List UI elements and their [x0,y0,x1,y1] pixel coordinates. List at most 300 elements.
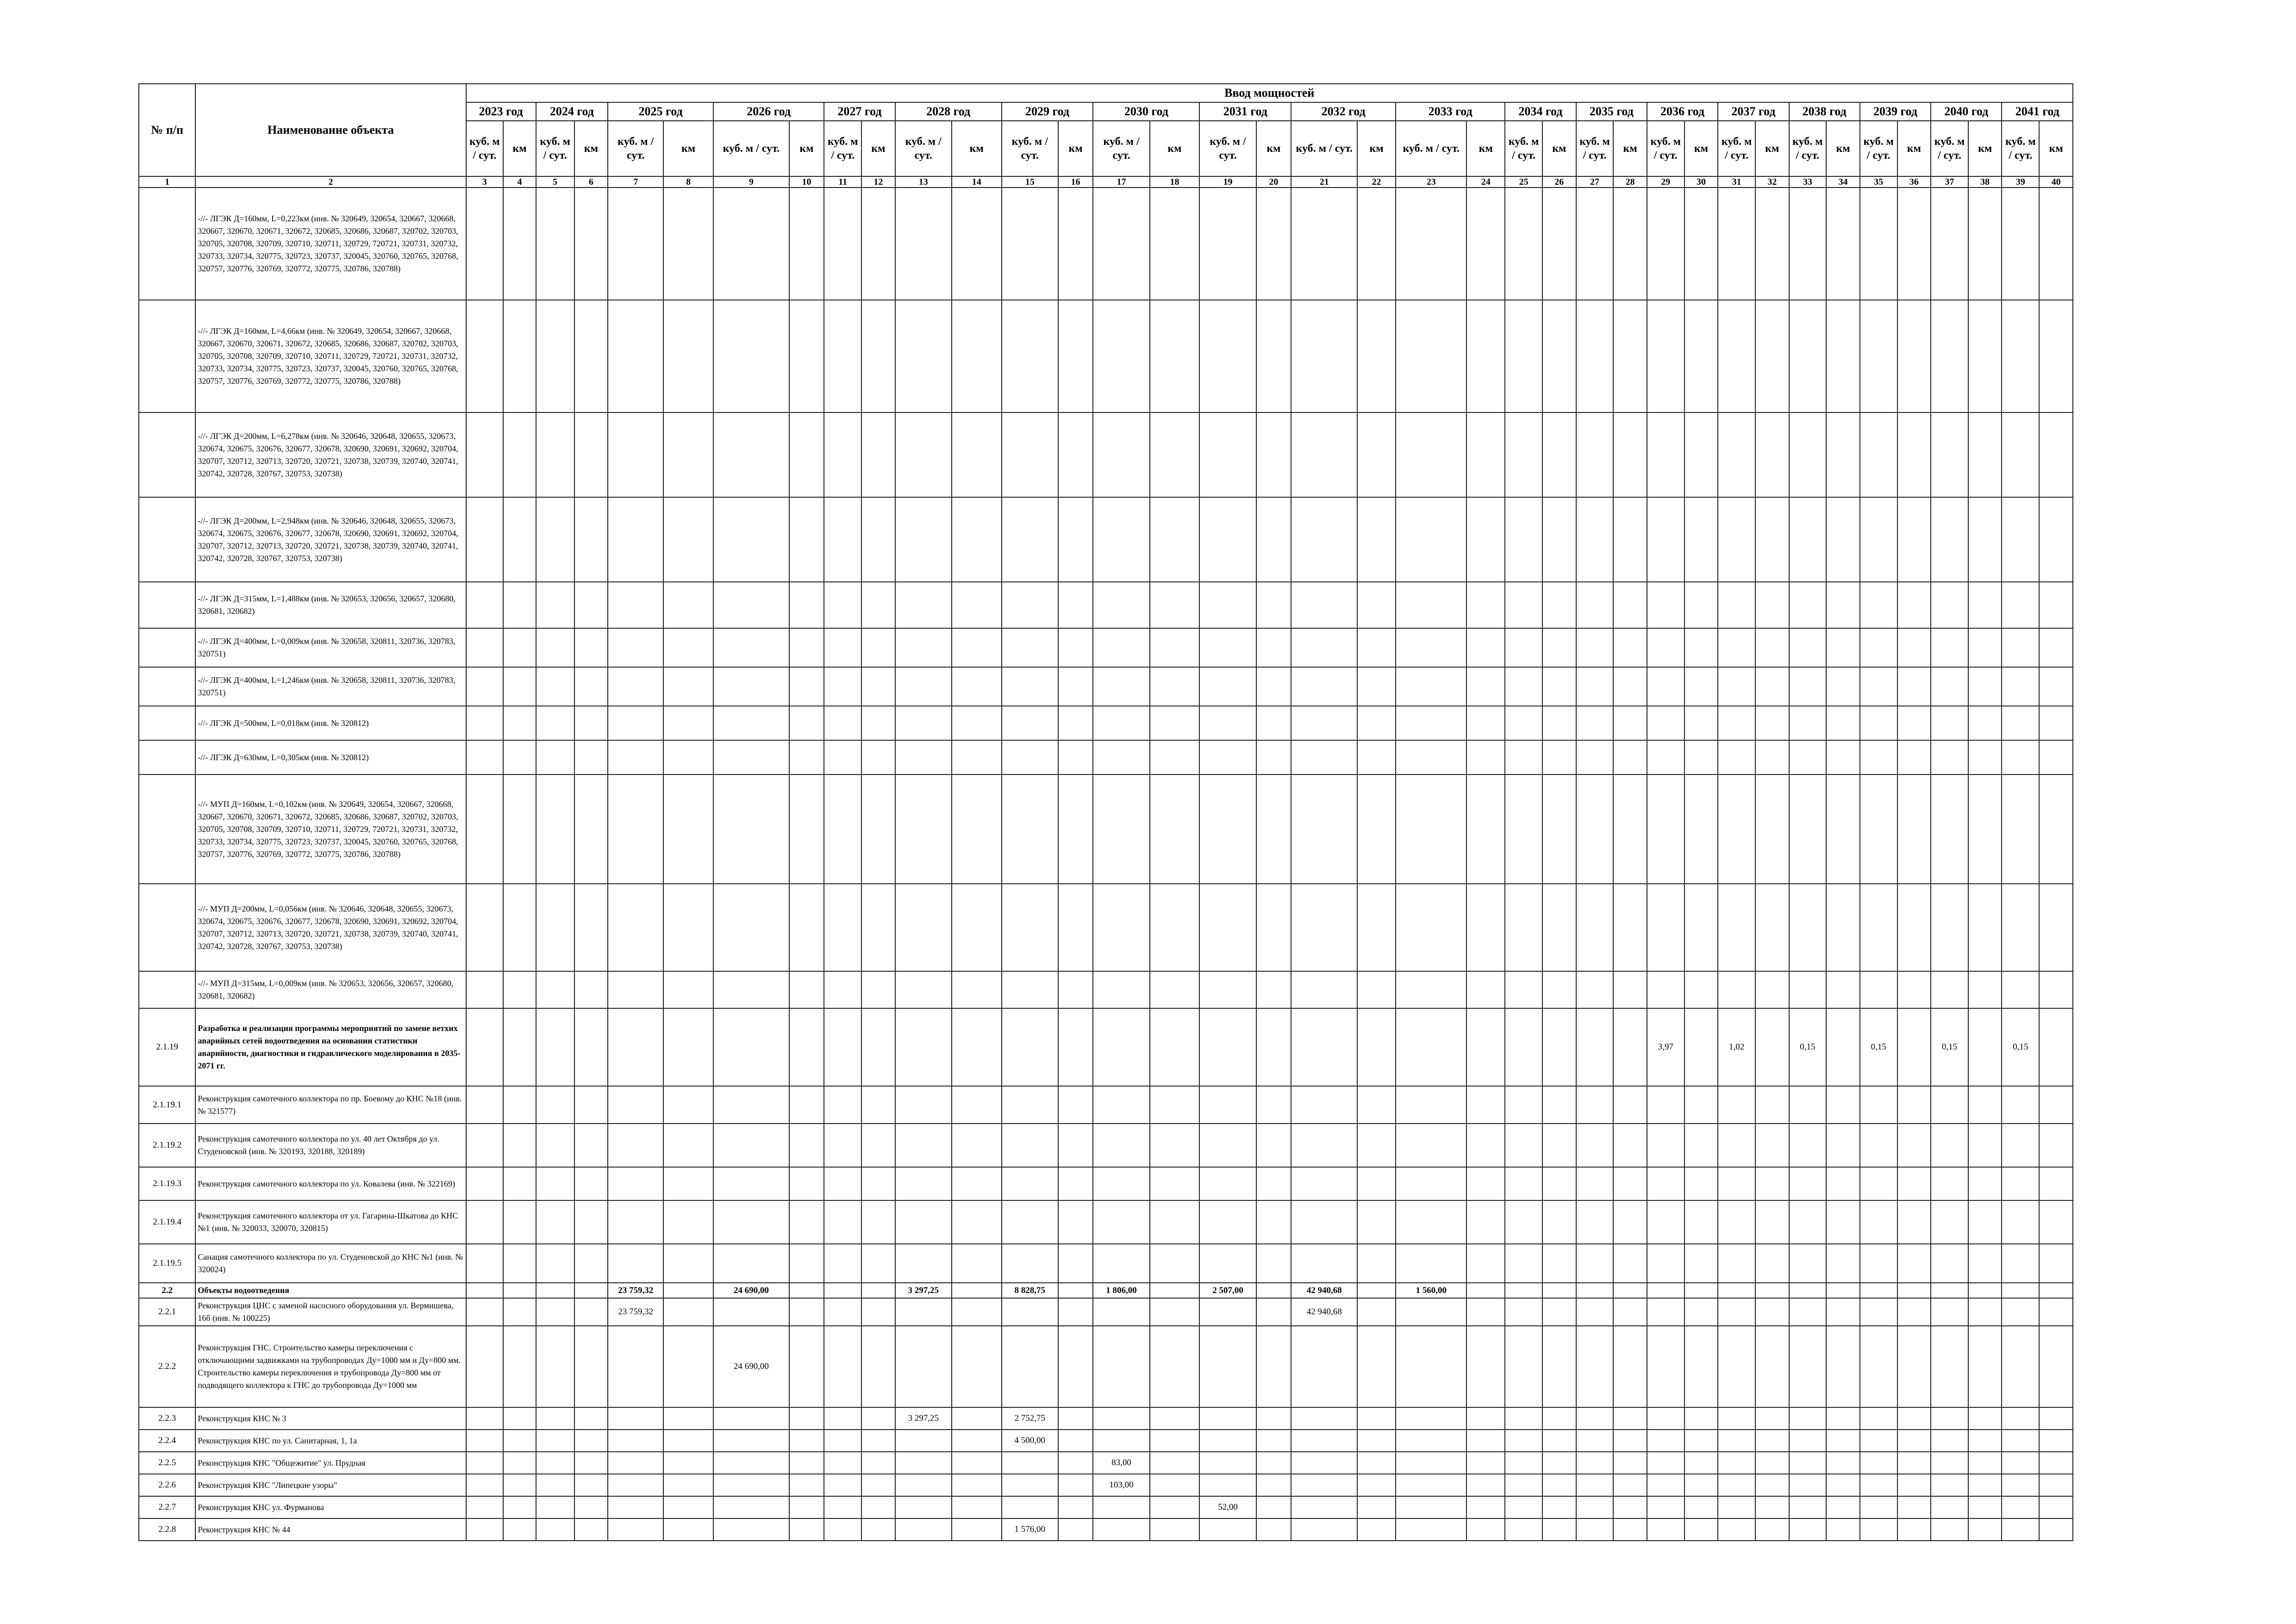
km-cell [1357,1086,1396,1124]
km-cell [861,300,895,412]
volume-cell [1860,1298,1897,1326]
km-cell [1150,187,1200,300]
km-cell [2039,582,2073,628]
km-cell [1466,628,1505,667]
row-number [139,884,195,971]
km-cell [503,1124,536,1167]
volume-cell [608,1008,663,1086]
volume-cell [1199,1200,1256,1244]
km-cell [663,1167,713,1200]
volume-cell [1576,1244,1614,1283]
km-cell [789,628,824,667]
unit-km-header: км [1256,121,1292,176]
km-cell [574,1407,608,1430]
volume-cell: 1 806,00 [1093,1283,1149,1298]
km-cell [663,884,713,971]
volume-cell [1505,1200,1542,1244]
km-cell [503,1474,536,1496]
km-cell [1357,187,1396,300]
volume-cell [1860,1244,1897,1283]
km-cell [1613,740,1647,775]
km-cell [574,497,608,582]
row-number: 2.1.19 [139,1008,195,1086]
volume-cell [1199,1298,1256,1326]
km-cell [861,1244,895,1283]
volume-cell [1789,706,1827,740]
km-cell [861,740,895,775]
km-cell [789,1474,824,1496]
km-cell [2039,1430,2073,1452]
volume-cell [1860,497,1897,582]
table-row [139,1298,2073,1326]
km-cell [574,1430,608,1452]
km-cell [2039,1124,2073,1167]
volume-cell [1860,1200,1897,1244]
object-name: Реконструкция самотечного коллектора от ул. Гагарина-Шкатова до КНС №1 (инв. № 320033, 320070, 320815) [195,1200,466,1244]
volume-cell [2002,582,2039,628]
object-name: -//- ЛГЭК Д=315мм, L=1,488км (инв. № 320653, 320656, 320657, 320680, 320681, 320682) [195,582,466,628]
km-cell [1357,1474,1396,1496]
volume-cell [1931,187,1968,300]
volume-cell [1199,706,1256,740]
km-cell [1058,1496,1093,1518]
volume-cell [895,1200,952,1244]
volume-cell [1396,582,1466,628]
row-number [139,775,195,884]
volume-cell [2002,706,2039,740]
volume-cell [1093,1298,1149,1326]
km-cell [503,1086,536,1124]
km-cell [2039,1200,2073,1244]
volume-cell [1718,1407,1755,1430]
volume-cell [466,1452,504,1474]
km-cell [1542,1167,1576,1200]
volume-cell [536,775,574,884]
volume-cell [1931,1430,1968,1452]
volume-cell [1291,412,1357,497]
volume-cell [895,1167,952,1200]
km-cell [1685,1496,1718,1518]
volume-cell [1199,1452,1256,1474]
volume-cell [1093,1008,1149,1086]
volume-cell [1647,1518,1685,1541]
km-cell [1357,1200,1396,1244]
volume-cell [2002,1200,2039,1244]
volume-cell [824,1518,861,1541]
volume-cell [1576,1008,1614,1086]
km-cell [1613,582,1647,628]
volume-cell [1396,740,1466,775]
column-number: 13 [895,176,952,187]
km-cell [789,1452,824,1474]
num-column-header: № п/п [139,84,195,176]
km-cell [1897,412,1931,497]
volume-cell [713,775,789,884]
volume-cell [1576,628,1614,667]
km-cell [1613,667,1647,706]
km-cell [1968,706,2002,740]
unit-volume-header: куб. м / сут. [1647,121,1685,176]
km-cell [1826,582,1860,628]
km-cell [663,1086,713,1124]
volume-cell [536,1430,574,1452]
km-cell [503,1244,536,1283]
volume-cell [608,1244,663,1283]
km-cell [1466,1200,1505,1244]
km-cell [1897,1167,1931,1200]
volume-cell [608,1167,663,1200]
km-cell [789,1518,824,1541]
km-cell [1256,740,1292,775]
volume-cell [1002,740,1058,775]
volume-cell [824,300,861,412]
volume-cell [1576,1298,1614,1326]
km-cell [1613,1298,1647,1326]
km-cell [1058,1430,1093,1452]
km-cell [1058,582,1093,628]
volume-cell: 0,15 [1931,1008,1968,1086]
table-row [139,1474,2073,1496]
year-header: 2026 год [713,102,824,121]
km-cell [1150,497,1200,582]
km-cell [574,740,608,775]
volume-cell [1718,497,1755,582]
km-cell [2039,775,2073,884]
volume-cell [1931,412,1968,497]
object-name: Реконструкция КНС по ул. Санитарная, 1, 1а [195,1430,466,1452]
km-cell [1466,187,1505,300]
volume-cell [1718,628,1755,667]
object-name: -//- ЛГЭК Д=200мм, L=2,948км (инв. № 320646, 320648, 320655, 320673, 320674, 320675, 320676, 320677, 320678, 320690, 320691, 320692, 320704, 320707, 320712, 320713, 320720, 320721, 320738, 320739, 320740, 320741, 320742, 320728, 320767, 320753, 320738) [195,497,466,582]
volume-cell [608,1452,663,1474]
km-cell [1058,1167,1093,1200]
volume-cell [1931,1518,1968,1541]
km-cell [1150,884,1200,971]
object-name: Реконструкция ЦНС с заменой насосного оборудования ул. Вермишева, 16б (инв. № 100225) [195,1298,466,1326]
volume-cell [1291,1496,1357,1518]
km-cell [2039,628,2073,667]
volume-cell [1789,1283,1827,1298]
volume-cell [824,187,861,300]
volume-cell [1093,1167,1149,1200]
km-cell [663,1474,713,1496]
km-cell [1685,667,1718,706]
volume-cell: 4 500,00 [1002,1430,1058,1452]
km-cell [1755,706,1789,740]
volume-cell [1931,628,1968,667]
column-number: 3 [466,176,504,187]
km-cell [503,1518,536,1541]
object-name: Санация самотечного коллектора по ул. Студеновской до КНС №1 (инв. № 320024) [195,1244,466,1283]
column-number: 21 [1291,176,1357,187]
table-row [139,1283,2073,1298]
capacity-group-header: Ввод мощностей [466,84,2073,102]
unit-volume-header: куб. м / сут. [1396,121,1466,176]
object-name: Разработка и реализация программы мероприятий по замене ветхих аварийных сетей водоотведения на основании статистики аварийности, диагностики и гидравлического моделирования в 2035-2071 гг. [195,1008,466,1086]
km-cell [1466,971,1505,1008]
km-cell [1613,1008,1647,1086]
km-cell [789,1124,824,1167]
volume-cell [1199,1326,1256,1407]
volume-cell [466,706,504,740]
km-cell [1826,884,1860,971]
column-number: 34 [1826,176,1860,187]
volume-cell [466,775,504,884]
volume-cell [1647,1452,1685,1474]
unit-volume-header: куб. м / сут. [1789,121,1827,176]
volume-cell [1860,1124,1897,1167]
volume-cell [466,1244,504,1283]
volume-cell [1647,1407,1685,1430]
volume-cell: 42 940,68 [1291,1298,1357,1326]
year-header: 2029 год [1002,102,1093,121]
volume-cell [1396,971,1466,1008]
km-cell [503,187,536,300]
km-cell [789,1326,824,1407]
km-cell [1897,1008,1931,1086]
volume-cell [713,412,789,497]
volume-cell [1931,1326,1968,1407]
km-cell [574,1298,608,1326]
unit-km-header: км [1826,121,1860,176]
km-cell [1685,1244,1718,1283]
km-cell [2039,884,2073,971]
volume-cell [2002,667,2039,706]
table-header [139,84,2073,187]
km-cell [1968,1124,2002,1167]
km-cell [1826,1496,1860,1518]
volume-cell [466,1326,504,1407]
volume-cell [1093,1430,1149,1452]
column-number: 37 [1931,176,1968,187]
volume-cell [1396,1086,1466,1124]
volume-cell [1291,582,1357,628]
km-cell [1897,971,1931,1008]
km-cell [1542,1008,1576,1086]
km-cell [1826,1167,1860,1200]
km-cell [1542,1518,1576,1541]
volume-cell [824,740,861,775]
km-cell [503,667,536,706]
km-cell [1466,1167,1505,1200]
volume-cell [713,1452,789,1474]
column-number: 7 [608,176,663,187]
column-number: 16 [1058,176,1093,187]
km-cell [952,1124,1002,1167]
km-cell [1613,1496,1647,1518]
volume-cell [1002,300,1058,412]
km-cell [861,884,895,971]
km-cell [1542,884,1576,971]
km-cell [1685,628,1718,667]
volume-cell [1647,187,1685,300]
volume-cell [1789,1167,1827,1200]
volume-cell [1199,740,1256,775]
volume-cell [895,1430,952,1452]
table-row [139,1086,2073,1124]
volume-cell [1789,1326,1827,1407]
km-cell [1058,628,1093,667]
table-row [139,1518,2073,1541]
row-number: 2.2.5 [139,1452,195,1474]
km-cell [861,582,895,628]
volume-cell [608,971,663,1008]
km-cell [1150,1430,1200,1452]
volume-cell [536,1167,574,1200]
km-cell [1357,971,1396,1008]
object-name: Реконструкция КНС № 44 [195,1518,466,1541]
volume-cell [2002,1086,2039,1124]
km-cell [1357,1430,1396,1452]
km-cell [503,1496,536,1518]
volume-cell [1505,884,1542,971]
km-cell [1058,1283,1093,1298]
volume-cell [895,740,952,775]
km-cell [1897,1283,1931,1298]
volume-cell [1291,884,1357,971]
km-cell [1685,1298,1718,1326]
volume-cell [536,1086,574,1124]
km-cell [574,1124,608,1167]
row-number: 2.2.3 [139,1407,195,1430]
volume-cell [1505,740,1542,775]
km-cell [1826,497,1860,582]
volume-cell [2002,1407,2039,1430]
km-cell [1826,1518,1860,1541]
volume-cell [1199,582,1256,628]
km-cell [1542,1407,1576,1430]
volume-cell [1505,1452,1542,1474]
volume-cell [1002,1496,1058,1518]
object-name: -//- ЛГЭК Д=400мм, L=1,246км (инв. № 320658, 320811, 320736, 320783, 320751) [195,667,466,706]
volume-cell [1396,1008,1466,1086]
km-cell [952,187,1002,300]
volume-cell [2002,1244,2039,1283]
km-cell [1058,1086,1093,1124]
volume-cell [713,706,789,740]
volume-cell [1396,1244,1466,1283]
table-row [139,884,2073,971]
volume-cell [608,740,663,775]
km-cell [1058,1124,1093,1167]
km-cell [1685,1008,1718,1086]
km-cell [952,582,1002,628]
volume-cell [1789,1496,1827,1518]
volume-cell [1505,1008,1542,1086]
volume-cell [895,582,952,628]
km-cell [1150,1124,1200,1167]
row-number: 2.2.7 [139,1496,195,1518]
object-name: -//- МУП Д=160мм, L=0,102км (инв. № 320649, 320654, 320667, 320668, 320667, 320670, 320671, 320672, 320685, 320686, 320687, 320702, 320703, 320705, 320708, 320709, 320710, 320711, 320729, 720721, 320731, 320732, 320733, 320734, 320775, 320723, 320737, 320045, 320760, 320765, 320768, 320757, 320776, 320769, 320772, 320775, 320786, 320788) [195,775,466,884]
volume-cell [1002,1298,1058,1326]
volume-cell [608,1474,663,1496]
volume-cell [608,775,663,884]
volume-cell [608,582,663,628]
km-cell [1542,1124,1576,1167]
km-cell [1897,1474,1931,1496]
km-cell [1613,971,1647,1008]
km-cell [1466,775,1505,884]
km-cell [574,300,608,412]
volume-cell [2002,1124,2039,1167]
volume-cell [1396,1167,1466,1200]
volume-cell [466,300,504,412]
km-cell [1357,775,1396,884]
km-cell [503,582,536,628]
km-cell [952,1518,1002,1541]
km-cell [1357,740,1396,775]
km-cell [789,1200,824,1244]
unit-volume-header: куб. м / сут. [1002,121,1058,176]
km-cell [1542,1283,1576,1298]
km-cell [789,300,824,412]
km-cell [1150,706,1200,740]
km-cell [1357,582,1396,628]
unit-volume-header: куб. м / сут. [466,121,504,176]
volume-cell [536,1407,574,1430]
km-cell [1256,300,1292,412]
km-cell [1755,1452,1789,1474]
km-cell [789,884,824,971]
volume-cell [1199,1008,1256,1086]
km-cell [1897,1244,1931,1283]
column-number: 28 [1613,176,1647,187]
volume-cell [466,1298,504,1326]
volume-cell [466,628,504,667]
km-cell [1897,628,1931,667]
volume-cell [2002,1326,2039,1407]
km-cell [2039,740,2073,775]
volume-cell [466,1496,504,1518]
km-cell [1150,667,1200,706]
volume-cell [1002,1008,1058,1086]
km-cell [2039,1298,2073,1326]
volume-cell [895,667,952,706]
volume-cell [1002,1326,1058,1407]
volume-cell [536,971,574,1008]
km-cell [1256,628,1292,667]
year-header: 2024 год [536,102,608,121]
volume-cell [1199,300,1256,412]
km-cell [663,1244,713,1283]
volume-cell [895,1008,952,1086]
km-cell [1897,1518,1931,1541]
unit-volume-header: куб. м / сут. [1199,121,1256,176]
volume-cell [466,1167,504,1200]
km-cell [1256,1200,1292,1244]
km-cell [1755,187,1789,300]
volume-cell [895,884,952,971]
volume-cell: 3 297,25 [895,1283,952,1298]
volume-cell [536,1200,574,1244]
volume-cell [1647,1283,1685,1298]
km-cell [1755,412,1789,497]
volume-cell [1199,497,1256,582]
volume-cell [1396,1200,1466,1244]
year-header: 2025 год [608,102,713,121]
km-cell [1685,775,1718,884]
volume-cell [1505,1244,1542,1283]
km-cell [861,1496,895,1518]
km-cell [1256,1298,1292,1326]
km-cell [1755,582,1789,628]
volume-cell [824,1407,861,1430]
volume-cell [536,1124,574,1167]
km-cell [861,1008,895,1086]
km-cell [1256,971,1292,1008]
table-row [139,497,2073,582]
km-cell [1755,740,1789,775]
